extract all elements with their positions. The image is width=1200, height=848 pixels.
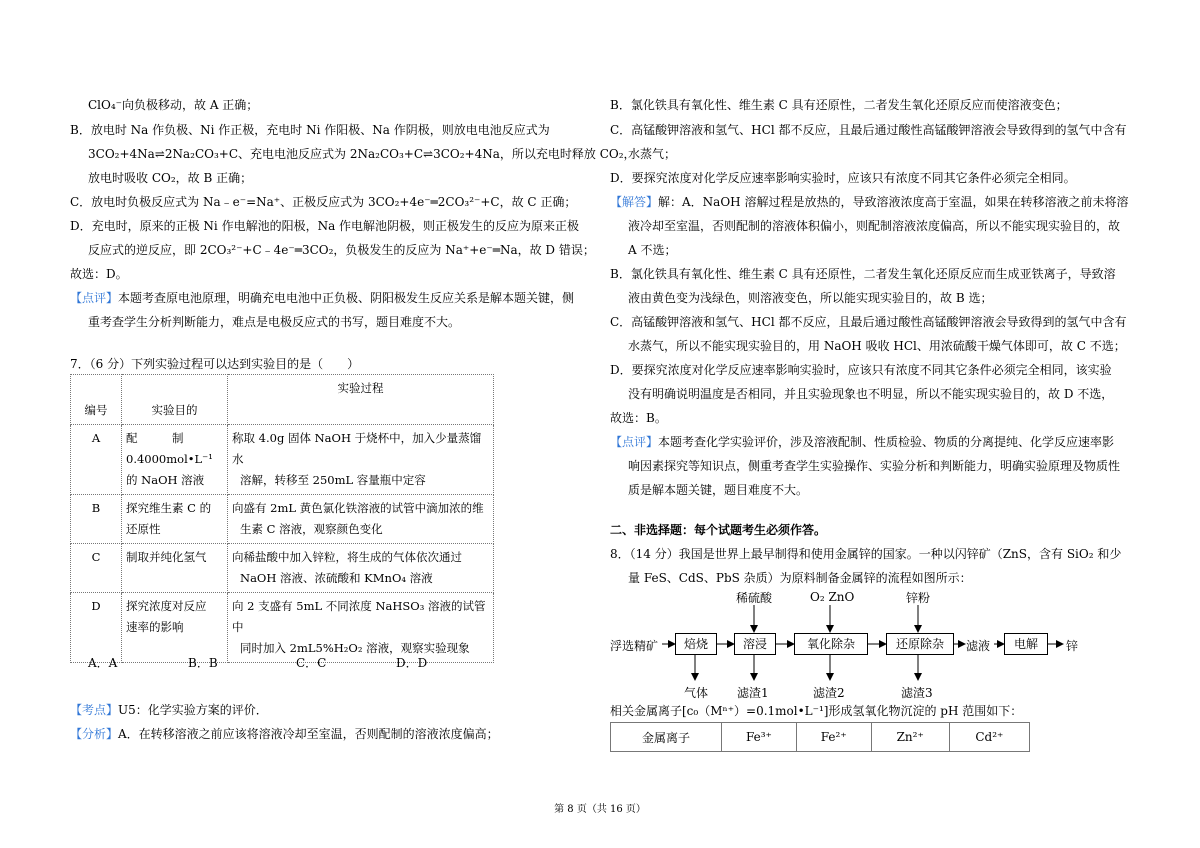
text-line: A 不选； <box>628 243 677 257</box>
ph-ion-fe2: Fe²⁺ <box>796 723 871 752</box>
header-num: 编号 <box>71 375 122 425</box>
cell-line: 探究维生素 C 的 <box>126 501 212 515</box>
comment-text: 本题考查原电池原理，明确充电电池中正负极、阴阳极发生反应关系是解本题关键，侧 <box>118 291 575 305</box>
cell-line: 速率的影响 <box>126 620 184 634</box>
question-8-line: 量 FeS、CdS、PbS 杂质）为原料制备金属锌的流程如图所示： <box>628 571 972 585</box>
text-line: 反应式的逆反应，即 2CO₃²⁻+C﹣4e⁻═3CO₂，负极发生的反应为 Na⁺+e⁻═Na，故 D 错误； <box>88 243 595 257</box>
cell-line: 生素 C 溶液，观察颜色变化 <box>240 522 383 536</box>
flow-bottom-label: 滤渣3 <box>901 686 933 700</box>
cell-line: 制取并纯化氢气 <box>126 550 207 564</box>
header-goal: 实验目的 <box>122 375 228 425</box>
fenxi-text: A．在转移溶液之前应该将溶液冷却至室温，否则配制的溶液浓度偏高； <box>118 727 499 741</box>
flow-box-reduction: 还原除杂 <box>886 633 954 655</box>
text-line: 响因素探究等知识点，侧重考查学生实验操作、实验分析和判断能力，明确实验原理及物质性 <box>628 459 1121 473</box>
dianping-tag: 【点评】 <box>610 435 659 449</box>
fenxi-tag: 【分析】 <box>70 727 119 741</box>
text-line: 放电时吸收 CO₂，故 B 正确； <box>88 171 253 185</box>
section-title: 二、非选择题：每个试题考生必须作答。 <box>610 523 827 537</box>
flow-filtrate-label: 滤液 <box>966 639 991 653</box>
kaodian-tag: 【考点】 <box>70 703 119 717</box>
cell-line: 同时加入 2mL5%H₂O₂ 溶液，观察实验现象 <box>240 641 470 655</box>
flow-box-oxidation: 氧化除杂 <box>794 633 868 655</box>
row-id: A <box>71 425 122 495</box>
cell-line: 0.4000mol•L⁻¹ <box>126 452 213 466</box>
option-a: A．A <box>88 656 118 670</box>
cell-line: 探究浓度对反应 <box>126 599 207 613</box>
table-row <box>611 723 1030 752</box>
text-line: B．氯化铁具有氧化性、维生素 C 具有还原性，二者发生氧化还原反应而生成亚铁离子，导致溶 <box>610 267 1116 281</box>
text-line: B．放电时 Na 作负极、Ni 作正极，充电时 Ni 作阳极、Na 作阴极，则放电电池反应式为 <box>70 123 550 137</box>
cell-line: NaOH 溶液、浓硫酸和 KMnO₄ 溶液 <box>240 571 433 585</box>
text-line: C．高锰酸钾溶液和氢气、HCl 都不反应，且最后通过酸性高锰酸钾溶液会导致得到的氢气中含有 <box>610 315 1127 329</box>
text-line: D．要探究浓度对化学反应速率影响实验时，应该只有浓度不同其它条件必须完全相同，该实验 <box>610 363 1112 377</box>
option-d: D．D <box>396 656 428 670</box>
flow-box-roasting: 焙烧 <box>675 633 717 655</box>
text-line: 3CO₂+4Na⇌2Na₂CO₃+C、充电电池反应式为 2Na₂CO₃+C⇌3CO₂+4Na，所以充电时释放 CO₂， <box>88 147 636 161</box>
question-8-line: 8．（14 分）我国是世界上最早制得和使用金属锌的国家。一种以闪锌矿（ZnS，含有 SiO₂ 和少 <box>610 547 1122 561</box>
flow-bottom-label: 滤渣2 <box>813 686 845 700</box>
cell-line: 称取 4.0g 固体 NaOH 于烧杯中，加入少量蒸馏水 <box>232 431 482 466</box>
page-footer: 第 8 页（共 16 页） <box>554 804 646 815</box>
text-line: 故选：B。 <box>610 411 667 425</box>
text-line: D．充电时，原来的正极 Ni 作电解池的阳极，Na 作电解池阴极，则正极发生的反应为原来正极 <box>70 219 580 233</box>
cell-line: 还原性 <box>126 522 161 536</box>
ph-ion-zn: Zn²⁺ <box>871 723 949 752</box>
comment-tag: 【点评】 <box>70 291 119 305</box>
text-line: 质是解本题关键，题目难度不大。 <box>628 483 809 497</box>
cell-line: 向 2 支盛有 5mL 不同浓度 NaHSO₃ 溶液的试管中 <box>232 599 486 634</box>
text-line: C．高锰酸钾溶液和氢气、HCl 都不反应，且最后通过酸性高锰酸钾溶液会导致得到的氢气中含有 <box>610 123 1127 137</box>
text-line: C．放电时负极反应式为 Na﹣e⁻=Na⁺、正极反应式为 3CO₂+4e⁻═2CO₃²⁻+C，故 C 正确； <box>70 195 577 209</box>
row-id: C <box>71 544 122 593</box>
flow-bottom-label: 气体 <box>684 686 709 700</box>
text-line: B．氯化铁具有氧化性、维生素 C 具有还原性，二者发生氧化还原反应而使溶液变色； <box>610 98 1068 112</box>
question-7-title: 7．（6 分）下列实验过程可以达到实验目的是（ ） <box>70 357 360 371</box>
text-line: 液由黄色变为浅绿色，则溶液变色，所以能实现实验目的，故 B 选； <box>628 291 993 305</box>
ph-caption: 相关金属离子[c₀（Mⁿ⁺）=0.1mol•L⁻¹]形成氢氧化物沉淀的 pH 范围如下： <box>610 704 1023 718</box>
row-id: D <box>71 593 122 663</box>
comment-line: 重考查学生分析判断能力，难点是电极反应式的书写，题目难度不大。 <box>88 315 461 329</box>
ph-ion-fe3: Fe³⁺ <box>722 723 797 752</box>
flow-top-label: 稀硫酸 <box>736 591 773 605</box>
cell-line: 向盛有 2mL 黄色氯化铁溶液的试管中滴加浓的维 <box>232 501 484 515</box>
text-line: 故选：D。 <box>70 267 128 281</box>
text-line: 水蒸气，所以不能实现实验目的，用 NaOH 吸收 HCl、用浓硫酸干燥气体即可，故 C 不选； <box>628 339 1126 353</box>
header-process: 实验过程 <box>228 375 494 425</box>
cell-line: 配 制 <box>126 431 184 445</box>
flow-top-label: O₂ ZnO <box>810 590 855 604</box>
flow-top-label: 锌粉 <box>906 591 931 605</box>
cell-line: 向稀盐酸中加入锌粒，将生成的气体依次通过 <box>232 550 462 564</box>
text-line: D．要探究浓度对化学反应速率影响实验时，应该只有浓度不同其它条件必须完全相同。 <box>610 171 1076 185</box>
dianping-text: 本题考查化学实验评价，涉及溶液配制、性质检验、物质的分离提纯、化学反应速率影 <box>658 435 1115 449</box>
text-line: 没有明确说明温度是否相同，并且实验现象也不明显，所以不能实现实验目的，故 D 不选， <box>628 387 1114 401</box>
text-line: 水蒸气； <box>628 147 677 161</box>
kaodian-text: U5：化学实验方案的评价． <box>118 703 268 717</box>
text-line: ClO₄⁻向负极移动，故 A 正确； <box>88 98 259 112</box>
row-id: B <box>71 495 122 544</box>
option-b: B．B <box>188 656 218 670</box>
text-line: 液冷却至室温，否则配制的溶液体积偏小，则配制溶液浓度偏高，所以不能实现实验目的，故 <box>628 219 1121 233</box>
flow-input-label: 浮选精矿 <box>610 639 659 653</box>
option-c: C．C <box>296 656 327 670</box>
flow-box-electrolysis: 电解 <box>1004 633 1048 655</box>
cell-line: 溶解，转移至 250mL 容量瓶中定容 <box>240 473 426 487</box>
jieda-tag: 【解答】 <box>610 195 659 209</box>
flow-output-label: 锌 <box>1066 639 1079 653</box>
ph-table <box>610 722 1030 752</box>
ph-header: 金属离子 <box>611 723 722 752</box>
flow-bottom-label: 滤渣1 <box>737 686 769 700</box>
flow-box-leaching: 溶浸 <box>734 633 776 655</box>
cell-line: 的 NaOH 溶液 <box>126 473 205 487</box>
ph-ion-cd: Cd²⁺ <box>949 723 1029 752</box>
jieda-text: 解：A．NaOH 溶解过程是放热的，导致溶液浓度高于室温，如果在转移溶液之前未将溶 <box>658 195 1129 209</box>
